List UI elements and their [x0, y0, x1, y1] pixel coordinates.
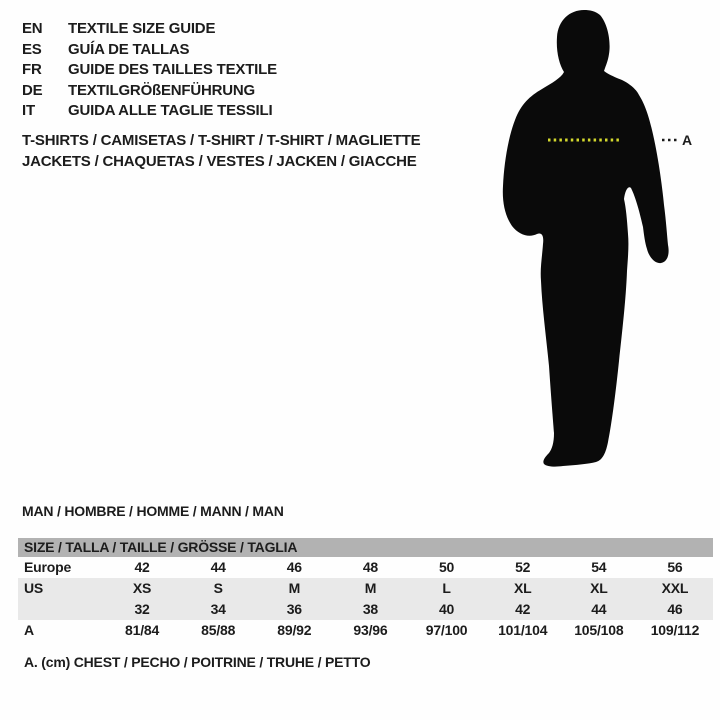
cell: M [288, 580, 301, 596]
row-label: Europe [24, 559, 72, 575]
row-label [18, 599, 104, 620]
cell: XL [513, 580, 532, 596]
cell: 32 [134, 601, 150, 617]
cell: XXL [661, 580, 689, 596]
cell: 48 [362, 559, 379, 575]
cell: 46 [667, 601, 683, 617]
row-label: A [24, 622, 34, 638]
cell: M [364, 580, 377, 596]
cell: L [442, 580, 451, 596]
language-code: ES [22, 40, 42, 58]
measurement-footnote: A. (cm) CHEST / PECHO / POITRINE / TRUHE / PETTO [24, 654, 371, 670]
section-title-man: MAN / HOMBRE / HOMME / MANN / MAN [22, 503, 284, 519]
category-jackets: JACKETS / CHAQUETAS / VESTES / JACKEN / GIACCHE [22, 153, 417, 170]
language-row [22, 19, 277, 40]
cell: XS [132, 580, 152, 596]
language-row [22, 81, 277, 102]
language-row [22, 101, 277, 122]
cell: 44 [591, 601, 607, 617]
size-table [18, 538, 713, 641]
language-label: GUIDE DES TAILLES TEXTILE [68, 61, 277, 79]
row-label: US [24, 580, 44, 596]
language-label: TEXTILE SIZE GUIDE [68, 20, 216, 37]
cell: 44 [210, 559, 226, 575]
table-row-numeric [18, 599, 713, 620]
cell: 97/100 [425, 622, 468, 638]
cell: 93/96 [353, 622, 388, 638]
cell: 105/108 [574, 622, 624, 638]
cell: 40 [438, 601, 455, 617]
garment-categories [22, 130, 421, 172]
cell: 38 [362, 601, 379, 617]
man-silhouette-shape [503, 10, 669, 467]
cell: 34 [210, 601, 226, 617]
language-code: IT [22, 102, 35, 120]
cell: 85/88 [201, 622, 236, 638]
cell: 56 [667, 559, 683, 575]
measure-label-a: A [682, 132, 693, 148]
cell: 50 [438, 559, 455, 575]
language-code: DE [22, 81, 43, 99]
cell: 36 [286, 601, 302, 617]
language-code: FR [22, 61, 42, 79]
language-row [22, 60, 277, 81]
cell: XL [590, 580, 608, 596]
cell: 42 [134, 559, 150, 575]
size-table-header: SIZE / TALLA / TAILLE / GRÖSSE / TAGLIA [18, 538, 713, 557]
man-silhouette-figure [496, 4, 706, 474]
cell: 81/84 [125, 622, 160, 638]
man-silhouette [496, 4, 706, 474]
language-label: GUÍA DE TALLAS [68, 40, 190, 58]
table-row-europe [18, 557, 713, 578]
language-label: GUIDA ALLE TAGLIE TESSILI [68, 102, 273, 120]
cell: 46 [286, 559, 302, 575]
cell: S [213, 580, 223, 596]
language-code: EN [22, 20, 43, 37]
language-list [22, 19, 277, 122]
language-label: TEXTILGRÖßENFÜHRUNG [68, 81, 256, 99]
cell: 54 [591, 559, 607, 575]
language-row [22, 40, 277, 61]
cell: 101/104 [498, 622, 548, 638]
table-row-us [18, 578, 713, 599]
category-tshirts: T-SHIRTS / CAMISETAS / T-SHIRT / T-SHIRT / MAGLIETTE [22, 132, 421, 149]
cell: 52 [515, 559, 531, 575]
table-row-chest-a [18, 620, 713, 641]
cell: 89/92 [277, 622, 312, 638]
cell: 42 [515, 601, 531, 617]
cell: 109/112 [650, 622, 700, 638]
